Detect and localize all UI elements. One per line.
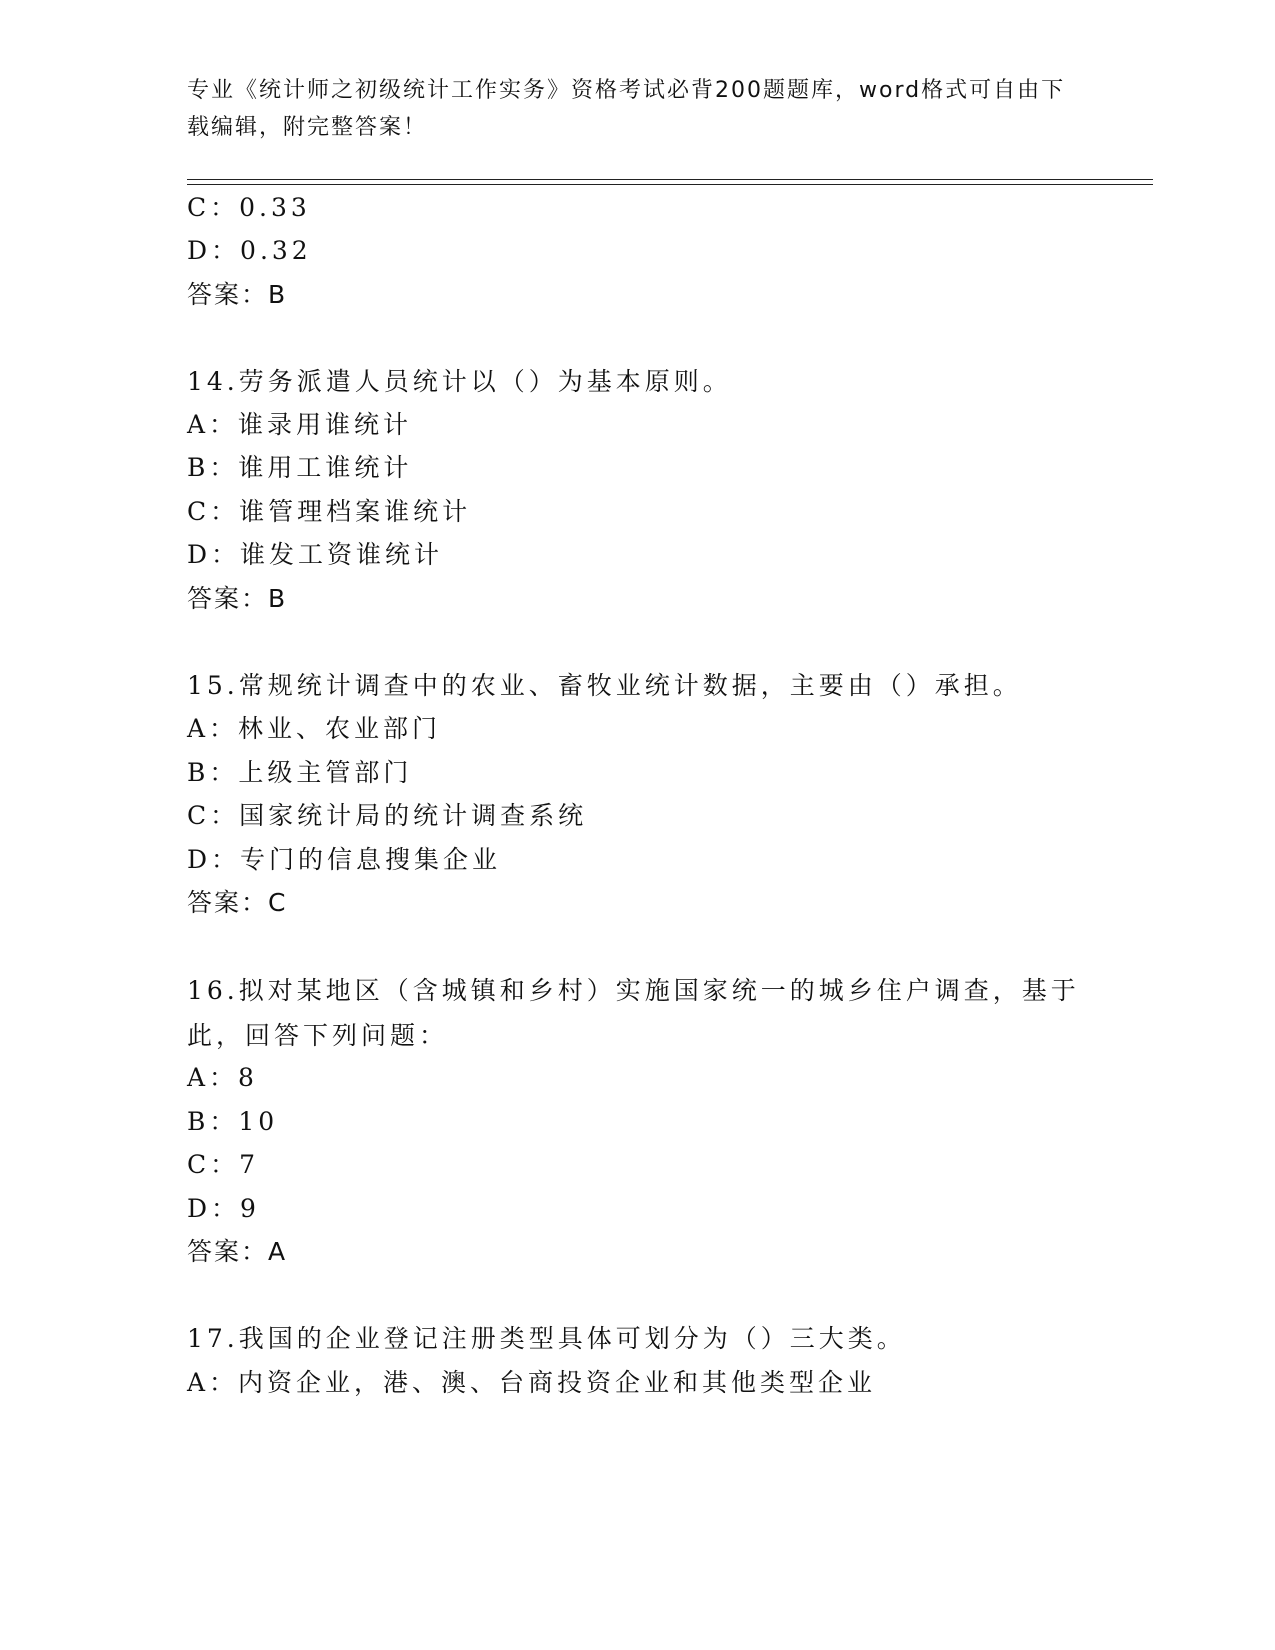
q16-answer: 答案：A — [187, 1237, 288, 1266]
q13-answer: 答案：B — [187, 280, 288, 309]
document-header: 专业《统计师之初级统计工作实务》资格考试必背200题题库，word格式可自由下载编辑，附完整答案！ — [187, 78, 1066, 140]
q13-option-c: C：0.33 — [187, 193, 311, 222]
q17-option-a: A：内资企业，港、澳、台商投资企业和其他类型企业 — [187, 1368, 877, 1397]
q14-question: 14.劳务派遣人员统计以（）为基本原则。 — [187, 367, 732, 396]
q17-question: 17.我国的企业登记注册类型具体可划分为（）三大类。 — [187, 1324, 906, 1353]
q15-option-d: D：专门的信息搜集企业 — [187, 845, 502, 874]
header-divider-bottom — [187, 184, 1153, 185]
q16-option-b: B：10 — [187, 1107, 279, 1136]
q15-answer: 答案：C — [187, 888, 288, 917]
q14-answer: 答案：B — [187, 584, 288, 613]
q16-option-c: C：7 — [187, 1150, 260, 1179]
q15-option-b: B：上级主管部门 — [187, 758, 413, 787]
q13-option-d: D：0.32 — [187, 236, 312, 265]
q15-option-a: A：林业、农业部门 — [187, 714, 442, 743]
q16-question: 16.拟对某地区（含城镇和乡村）实施国家统一的城乡住户调查，基于此，回答下列问题： — [187, 976, 1080, 1050]
q15-option-c: C：国家统计局的统计调查系统 — [187, 801, 588, 830]
q15-question: 15.常规统计调查中的农业、畜牧业统计数据，主要由（）承担。 — [187, 671, 1022, 700]
q16-option-d: D：9 — [187, 1194, 260, 1223]
header-divider-top — [187, 179, 1153, 180]
q14-option-c: C：谁管理档案谁统计 — [187, 497, 472, 526]
q14-option-a: A：谁录用谁统计 — [187, 410, 413, 439]
q14-option-b: B：谁用工谁统计 — [187, 453, 413, 482]
q16-option-a: A：8 — [187, 1063, 258, 1092]
q14-option-d: D：谁发工资谁统计 — [187, 540, 444, 569]
